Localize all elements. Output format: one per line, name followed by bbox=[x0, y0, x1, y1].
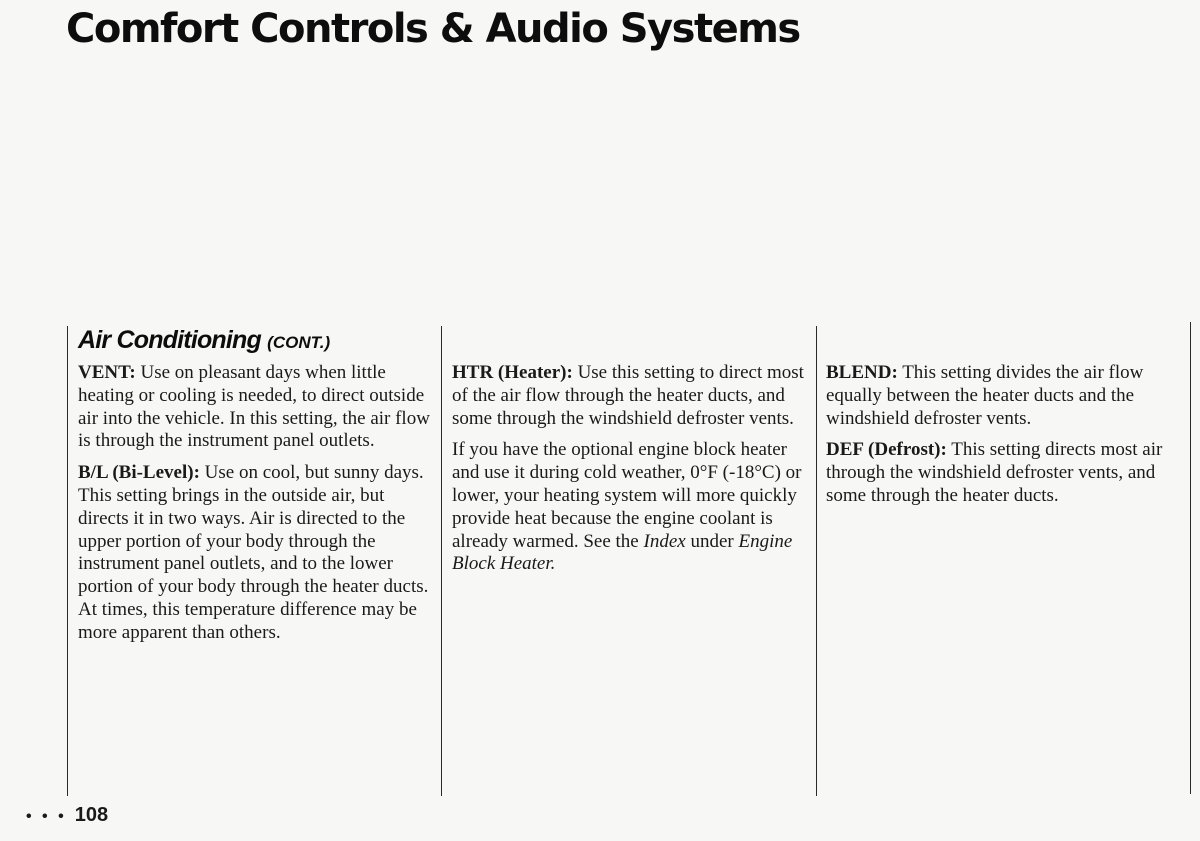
section-title: Air Conditioning bbox=[78, 326, 261, 354]
paragraph-blend bbox=[826, 362, 1184, 430]
paragraph-heater bbox=[452, 362, 810, 430]
page-title: Comfort Controls & Audio Systems bbox=[66, 6, 800, 52]
column-rule-4 bbox=[1190, 322, 1191, 794]
term-defrost: DEF (Defrost): bbox=[826, 439, 947, 461]
column-3 bbox=[826, 362, 1184, 517]
body-heater: Use this setting to direct most of the air flow through the heater ducts, and some through the windshield defroster vents. bbox=[452, 362, 804, 429]
column-2 bbox=[452, 362, 810, 585]
column-rule-3 bbox=[816, 326, 817, 796]
body-defrost: This setting directs most air through the windshield defroster vents, and some through the heater ducts. bbox=[826, 439, 1163, 506]
column-rule-1 bbox=[67, 326, 68, 796]
term-vent: VENT: bbox=[78, 362, 136, 383]
paragraph-defrost bbox=[826, 439, 1184, 507]
link-index: Index bbox=[643, 530, 686, 552]
section-continued-label: (CONT.) bbox=[267, 333, 331, 352]
column-1 bbox=[78, 362, 434, 654]
paragraph-block-heater bbox=[452, 439, 810, 576]
paragraph-vent bbox=[78, 362, 434, 453]
page-footer bbox=[26, 804, 108, 827]
link-engine-block-heater: Engine Block Heater. bbox=[452, 530, 793, 575]
page-number: 108 bbox=[74, 804, 109, 826]
term-heater: HTR (Heater): bbox=[452, 362, 573, 383]
body-bilevel: Use on cool, but sunny days. This setting brings in the outside air, but directs it in two ways. Air is directed to the upper portion of your body through the instrument panel outlets, and to the lower portion of your body through the heater ducts. At times, this temperature difference may be more apparent than others. bbox=[78, 462, 429, 643]
body-vent: Use on pleasant days when little heating or cooling is needed, to direct outside air into the vehicle. In this setting, the air flow is through the instrument panel outlets. bbox=[78, 362, 430, 452]
leader-dots: • • • bbox=[26, 808, 67, 825]
term-bilevel: B/L (Bi-Level): bbox=[78, 462, 200, 484]
body-block-heater-a: If you have the optional engine block heater and use it during cold weather, 0°F (-18°C) or lower, your heating system will more quickly provide heat because the engine coolant is already warmed. See the bbox=[452, 439, 802, 552]
body-blend: This setting divides the air flow equally between the heater ducts and the windshield defroster vents. bbox=[826, 362, 1144, 429]
paragraph-bilevel bbox=[78, 462, 434, 644]
body-block-heater-b: under bbox=[685, 530, 739, 552]
term-blend: BLEND: bbox=[826, 362, 898, 383]
column-rule-2 bbox=[441, 326, 442, 796]
section-heading bbox=[78, 326, 330, 355]
